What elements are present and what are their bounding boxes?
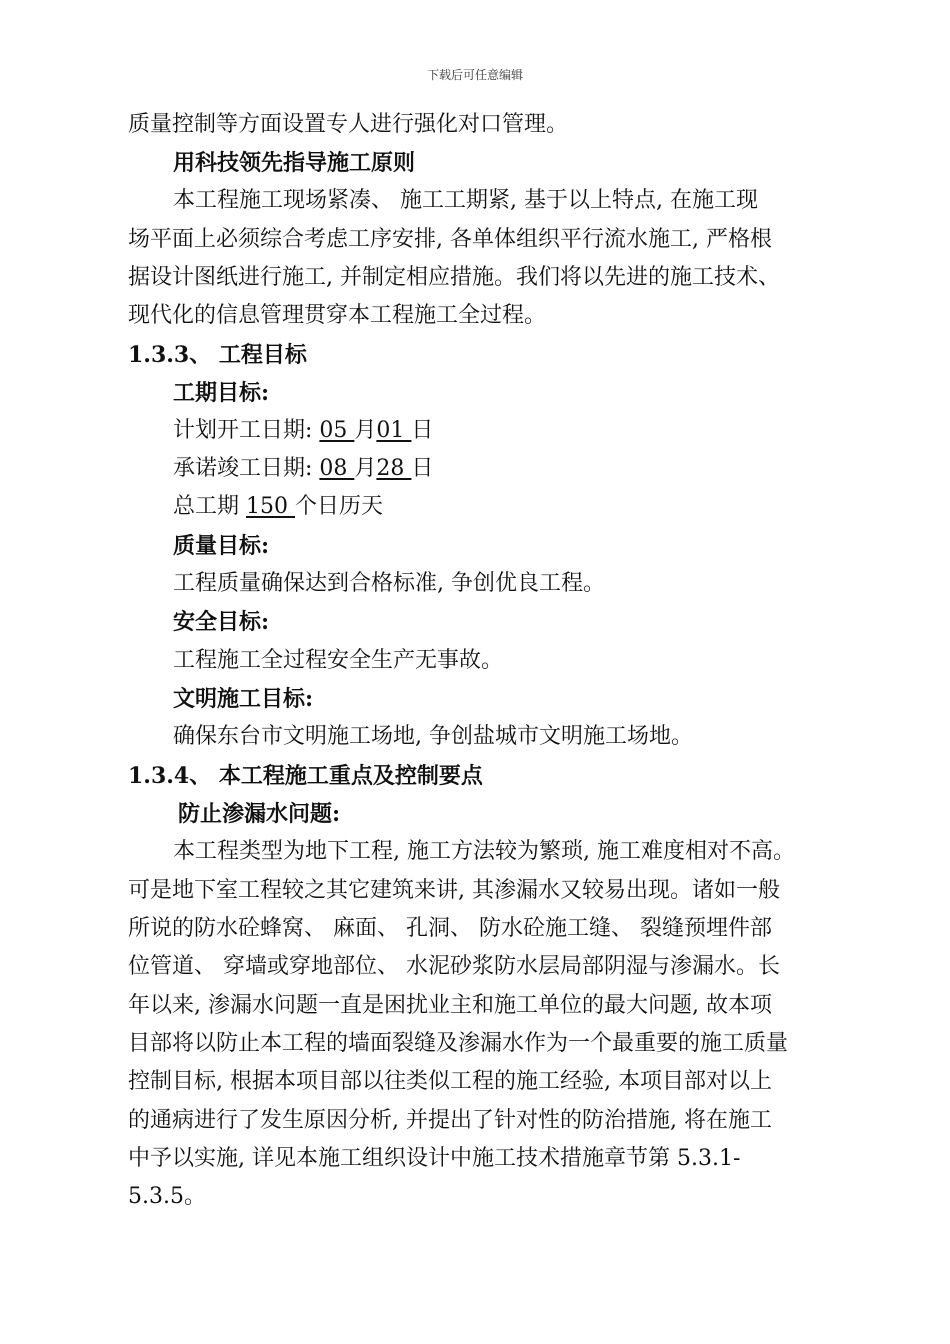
- month-char: 月: [354, 456, 377, 481]
- paragraph-line: 年以来, 渗漏水问题一直是困扰业主和施工单位的最大问题, 故本项: [128, 993, 772, 1018]
- total-days: 150: [246, 494, 295, 519]
- finish-month: 08: [319, 456, 355, 481]
- total-label: 总工期: [173, 494, 246, 519]
- total-unit: 个日历天: [294, 494, 383, 519]
- subheading-tech-principle: 用科技领先指导施工原则: [173, 150, 416, 176]
- day-char: 日: [411, 456, 434, 481]
- plan-start-day: 01: [376, 418, 412, 443]
- paragraph-line: 位管道、 穿墙或穿地部位、 水泥砂浆防水层局部阴湿与渗漏水。长: [128, 954, 780, 979]
- text-line: 本工程施工现场紧凑、 施工工期紧, 基于以上特点, 在施工现: [173, 188, 758, 213]
- paragraph-line: 所说的防水砼蜂窝、 麻面、 孔洞、 防水砼施工缝、 裂缝预埋件部: [128, 916, 772, 941]
- month-char: 月: [354, 418, 377, 443]
- paragraph-line: 中予以实施, 详见本施工组织设计中施工技术措施章节第 5.3.1-: [128, 1146, 741, 1171]
- quality-goal-title: 质量目标:: [173, 533, 270, 559]
- text-line: 现代化的信息管理贯穿本工程施工全过程。: [128, 303, 547, 328]
- section-heading-1-3-4: 1.3.4、 本工程施工重点及控制要点: [128, 763, 483, 789]
- civil-goal-text: 确保东台市文明施工场地, 争创盐城市文明施工场地。: [173, 724, 693, 749]
- finish-label: 承诺竣工日期:: [173, 456, 320, 481]
- plan-start-label: 计划开工日期:: [173, 418, 320, 443]
- quality-goal-text: 工程质量确保达到合格标准, 争创优良工程。: [173, 571, 605, 596]
- leakage-title: 防止渗漏水问题:: [178, 801, 341, 827]
- finish-day: 28: [376, 456, 412, 481]
- text-line: 质量控制等方面设置专人进行强化对口管理。: [128, 112, 569, 137]
- paragraph-line: 目部将以防止本工程的墙面裂缝及渗漏水作为一个最重要的施工质量: [128, 1031, 789, 1056]
- paragraph-line: 可是地下室工程较之其它建筑来讲, 其渗漏水又较易出现。诸如一般: [128, 878, 780, 903]
- total-duration-line: [173, 492, 383, 522]
- text-line: 场平面上必须综合考虑工序安排, 各单体组织平行流水施工, 严格根: [128, 227, 772, 252]
- paragraph-line: 控制目标, 根据本项目部以往类似工程的施工经验, 本项目部对以上: [128, 1069, 772, 1094]
- day-char: 日: [411, 418, 434, 443]
- schedule-goal-title: 工期目标:: [173, 380, 270, 406]
- page-header: 下载后可任意编辑: [426, 68, 523, 82]
- paragraph-line: 5.3.5。: [128, 1184, 206, 1209]
- section-heading-1-3-3: 1.3.3、 工程目标: [128, 342, 307, 368]
- civil-goal-title: 文明施工目标:: [173, 686, 314, 712]
- text-line: 据设计图纸进行施工, 并制定相应措施。我们将以先进的施工技术、: [128, 265, 780, 290]
- safety-goal-text: 工程施工全过程安全生产无事故。: [173, 648, 504, 673]
- safety-goal-title: 安全目标:: [173, 609, 270, 635]
- plan-start-month: 05: [319, 418, 355, 443]
- finish-date-line: [173, 454, 433, 484]
- paragraph-line: 的通病进行了发生原因分析, 并提出了针对性的防治措施, 将在施工: [128, 1108, 772, 1133]
- plan-start-line: [173, 416, 433, 446]
- paragraph-line: 本工程类型为地下工程, 施工方法较为繁琐, 施工难度相对不高。: [173, 839, 795, 864]
